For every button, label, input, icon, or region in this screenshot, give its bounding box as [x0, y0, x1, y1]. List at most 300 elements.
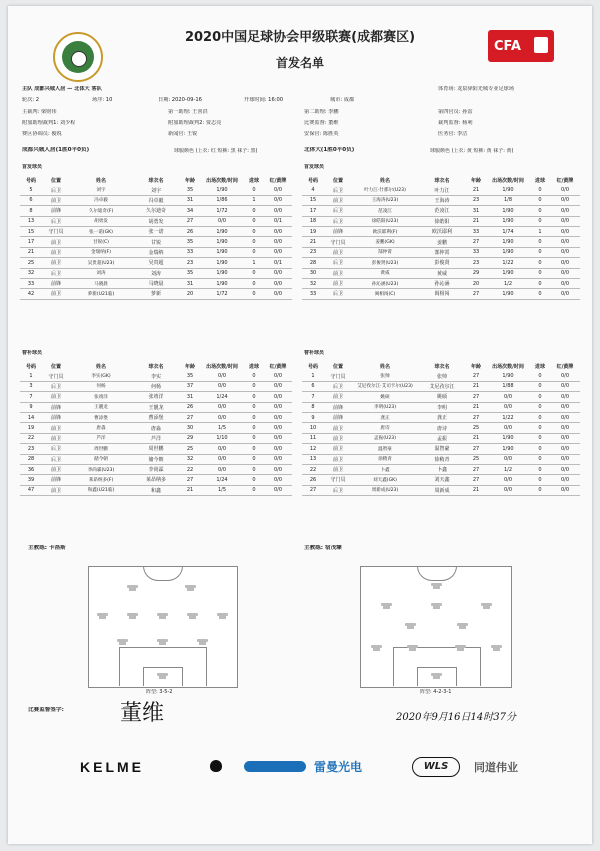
table-cell: 李明	[418, 402, 466, 412]
table-cell: 卜鑫	[418, 464, 466, 474]
table-cell: 0/0	[200, 412, 244, 422]
table-cell: 0/0	[200, 402, 244, 412]
table-cell: 0	[244, 475, 264, 485]
table-row	[20, 226, 292, 236]
table-cell: 0/0	[550, 268, 580, 278]
table-cell: 0/0	[264, 226, 292, 236]
table-cell: 金瑞纳(F)	[70, 247, 132, 257]
table-cell: 0	[530, 392, 550, 402]
table-cell: 23	[180, 258, 200, 268]
table-cell: 0	[244, 392, 264, 402]
table-cell: 0	[530, 475, 550, 485]
table-cell: 刘天鑫	[418, 475, 466, 485]
away-subs-label: 替补球员	[304, 350, 325, 356]
table-cell: 0/0	[264, 433, 292, 443]
table-cell: 1/86	[200, 195, 244, 205]
table-cell: 前锋	[42, 206, 70, 216]
table-cell: 32	[180, 454, 200, 464]
table-row	[20, 247, 292, 257]
table-cell: 0/0	[264, 454, 292, 464]
table-cell: 守门员	[324, 475, 352, 485]
home-starters-label: 首发球员	[22, 164, 43, 170]
table-cell: 0/0	[550, 402, 580, 412]
table-cell: 0/0	[200, 381, 244, 391]
table-cell: 甘锐(C)	[70, 237, 132, 247]
table-cell: 32	[302, 278, 324, 288]
column-header: 红/黄牌	[556, 178, 574, 185]
away-starters-label: 首发球员	[304, 164, 325, 170]
table-cell: 0/0	[550, 195, 580, 205]
table-cell: 22	[20, 433, 42, 443]
table-cell: 1	[244, 195, 264, 205]
column-header: 红/黄牌	[269, 178, 287, 185]
column-header: 出场次数/时间	[492, 364, 524, 371]
table-cell: 26	[180, 226, 200, 236]
column-header: 红/黄牌	[269, 364, 287, 371]
table-cell: 0/0	[550, 412, 580, 422]
table-header-row	[302, 362, 580, 371]
table-cell: 唐淼	[132, 423, 180, 433]
table-cell: 0/1	[264, 216, 292, 226]
official: 赛区协调员: 俊锐	[22, 131, 62, 137]
table-cell: 0	[244, 289, 264, 299]
table-cell: 0/0	[486, 392, 530, 402]
table-cell: 0/0	[200, 371, 244, 381]
table-cell: 33	[20, 278, 42, 288]
table-cell: 39	[20, 475, 42, 485]
table-cell: 37	[180, 381, 200, 391]
table-cell: 前卫	[324, 195, 352, 205]
table-cell: 张帅	[418, 371, 466, 381]
table-cell: 0	[530, 454, 550, 464]
table-cell: 彭俊贤	[418, 258, 466, 268]
official: 裁判监督: 杨利	[438, 120, 473, 126]
table-cell: 35	[180, 371, 200, 381]
table-cell: 阎相闯	[418, 289, 466, 299]
table-cell: 周新成(U23)	[352, 485, 418, 495]
table-cell: 12	[302, 444, 324, 454]
table-cell: 阎相闯(C)	[352, 289, 418, 299]
table-cell: 25	[466, 423, 486, 433]
table-cell: 47	[20, 485, 42, 495]
table-row	[302, 247, 580, 257]
away-subs-table	[302, 362, 580, 496]
table-cell: 0	[244, 423, 264, 433]
table-cell: 范凌江	[418, 206, 466, 216]
table-cell: 前锋	[42, 475, 70, 485]
table-cell: 守门员	[42, 226, 70, 236]
table-cell: 27	[466, 444, 486, 454]
table-cell: 孟振	[418, 433, 466, 443]
table-cell: 0/0	[200, 454, 244, 464]
column-header: 年龄	[470, 364, 481, 371]
table-cell: 0	[244, 433, 264, 443]
official: 主裁判: 梁财伟	[22, 109, 57, 115]
table-cell: 20	[180, 289, 200, 299]
table-cell: 0	[244, 226, 264, 236]
table-cell: 0/0	[200, 444, 244, 454]
table-cell: 0/0	[550, 371, 580, 381]
table-row	[302, 402, 580, 412]
table-cell: 0/0	[200, 464, 244, 474]
table-cell: 马晓晨	[132, 278, 180, 288]
wls-logo: WLS 同道伟业	[412, 756, 532, 778]
table-cell: 18	[302, 216, 324, 226]
table-cell: 欧沃耶利(F)	[352, 226, 418, 236]
table-cell: 0	[530, 247, 550, 257]
table-cell: 1/2	[486, 278, 530, 288]
table-cell: 0	[530, 289, 550, 299]
table-row	[302, 454, 580, 464]
table-cell: 25	[20, 258, 42, 268]
lineup-sheet	[8, 6, 592, 844]
table-cell: 0/0	[550, 454, 580, 464]
table-cell: 黄威	[418, 268, 466, 278]
table-row	[302, 475, 580, 485]
table-cell: 1/90	[200, 226, 244, 236]
table-cell: 前锋	[324, 402, 352, 412]
table-cell: 0	[530, 258, 550, 268]
table-cell: 0	[530, 278, 550, 288]
table-cell: 前卫	[42, 258, 70, 268]
table-cell: 1/90	[486, 371, 530, 381]
table-cell: 0/0	[264, 464, 292, 474]
table-row	[302, 485, 580, 495]
table-cell: 0	[530, 206, 550, 216]
table-cell: 0	[244, 216, 264, 226]
table-row	[20, 206, 292, 216]
home-subs-table	[20, 362, 292, 496]
table-row	[20, 185, 292, 195]
table-cell: 1/90	[486, 185, 530, 195]
table-row	[302, 258, 580, 268]
table-cell: 0/0	[264, 268, 292, 278]
table-cell: 0/0	[550, 216, 580, 226]
table-cell: 35	[180, 237, 200, 247]
table-cell: 张靖洋	[132, 392, 180, 402]
table-cell: 刘宇	[132, 185, 180, 195]
table-cell: 0	[530, 412, 550, 422]
table-cell: 姚硕	[352, 392, 418, 402]
table-cell: 31	[180, 392, 200, 402]
home-team-line: 成都兴城人居(1胜0平0负)	[22, 147, 90, 153]
table-cell: 21	[302, 237, 324, 247]
sheet-title: 2020中国足球协会甲级联赛(成都赛区)	[184, 30, 416, 45]
column-header: 球衣名	[434, 178, 450, 185]
table-cell: 0/0	[264, 475, 292, 485]
table-cell: 吴贵超(U23)	[70, 258, 132, 268]
table-cell: 21	[466, 216, 486, 226]
table-row	[302, 433, 580, 443]
table-cell: 前卫	[324, 268, 352, 278]
table-cell: 23	[466, 195, 486, 205]
table-cell: 35	[180, 268, 200, 278]
table-cell: 0/0	[264, 485, 292, 495]
table-cell: 1/90	[200, 258, 244, 268]
column-header: 位置	[50, 178, 61, 185]
table-cell: 0	[244, 464, 264, 474]
table-header-row	[20, 362, 292, 371]
table-cell: 0/0	[200, 216, 244, 226]
column-header: 进球	[534, 364, 545, 371]
table-cell: 后卫	[42, 454, 70, 464]
table-row	[302, 206, 580, 216]
table-cell: 15	[20, 226, 42, 236]
table-row	[20, 454, 292, 464]
table-cell: 萝新	[132, 289, 180, 299]
column-header: 姓名	[379, 178, 390, 185]
table-cell: 6	[20, 195, 42, 205]
table-cell: 姜鹏	[418, 237, 466, 247]
official: 比赛监督: 董维	[304, 120, 339, 126]
table-cell: 0/0	[264, 237, 292, 247]
venue: 体育场: 龙泉驿阳光城专业足球场	[438, 86, 515, 92]
column-header: 球衣名	[148, 364, 164, 371]
table-cell: 和鑫(U21临)	[70, 485, 132, 495]
table-row	[20, 392, 292, 402]
table-cell: 1	[302, 371, 324, 381]
table-cell: 前卫	[324, 247, 352, 257]
table-cell: 0	[244, 412, 264, 422]
table-cell: 冯卓毅	[70, 195, 132, 205]
table-cell: 徐稍青	[418, 454, 466, 464]
table-cell: 前锋	[324, 226, 352, 236]
table-cell: 0	[244, 185, 264, 195]
table-cell: 0/0	[550, 226, 580, 236]
column-header: 进球	[248, 178, 259, 185]
matchup-line: 主队 成都兴城人居 — 北体大 客队	[22, 86, 102, 92]
official: 新闻官: 王锐	[168, 131, 198, 137]
table-cell: 0	[530, 268, 550, 278]
table-cell: 28	[302, 258, 324, 268]
table-cell: 0/0	[264, 278, 292, 288]
table-row	[20, 485, 292, 495]
supervisor-signature: 董维	[120, 701, 165, 726]
table-cell: 守门员	[42, 371, 70, 381]
table-cell: 19	[20, 423, 42, 433]
table-cell: 0	[244, 454, 264, 464]
table-cell: 0/0	[550, 444, 580, 454]
table-row	[20, 237, 292, 247]
column-header: 号码	[307, 364, 318, 371]
table-cell: 0/1	[264, 258, 292, 268]
home-kit-line: 球服颜色 (上衣: 红 短裤: 黑 袜子: 黑)	[174, 148, 258, 154]
table-cell: 27	[180, 475, 200, 485]
column-header: 进球	[534, 178, 545, 185]
table-cell: 莱昂纳多	[132, 475, 180, 485]
table-cell: 21	[466, 485, 486, 495]
table-cell: 0	[530, 402, 550, 412]
table-cell: 刘天鑫(GK)	[352, 475, 418, 485]
table-cell: 0/0	[550, 289, 580, 299]
table-cell: 23	[20, 444, 42, 454]
table-row	[20, 433, 292, 443]
table-cell: 姚硕	[418, 392, 466, 402]
table-cell: 26	[180, 402, 200, 412]
table-cell: 0	[244, 444, 264, 454]
table-cell: 前锋	[42, 402, 70, 412]
table-cell: 27	[466, 392, 486, 402]
table-cell: 0	[530, 485, 550, 495]
table-cell: 36	[20, 464, 42, 474]
table-cell: 27	[302, 485, 324, 495]
table-cell: 后卫	[42, 381, 70, 391]
table-cell: 0	[530, 464, 550, 474]
table-cell: 0	[530, 433, 550, 443]
table-cell: 1/5	[200, 423, 244, 433]
table-cell: 0	[244, 237, 264, 247]
column-header: 号码	[307, 178, 318, 185]
table-cell: 22	[302, 464, 324, 474]
table-cell: 30	[302, 268, 324, 278]
table-cell: 守门员	[324, 371, 352, 381]
table-cell: 35	[180, 185, 200, 195]
table-row	[302, 185, 580, 195]
table-cell: 冯卓毅	[132, 195, 180, 205]
table-cell: 前卫	[42, 392, 70, 402]
table-cell: 0/0	[264, 402, 292, 412]
table-cell: 0/0	[264, 444, 292, 454]
table-row	[302, 237, 580, 247]
table-cell: 储今朝	[70, 454, 132, 464]
table-cell: 30	[180, 423, 200, 433]
table-cell: 何杨	[70, 381, 132, 391]
official: 第一助理: 王喜洪	[168, 109, 208, 115]
table-row	[302, 464, 580, 474]
table-cell: 金瑞纳	[132, 247, 180, 257]
home-subs-label: 替补球员	[22, 350, 43, 356]
table-cell: 21	[466, 402, 486, 412]
table-cell: 龚正	[352, 412, 418, 422]
table-cell: 0/0	[550, 423, 580, 433]
table-cell: 34	[180, 206, 200, 216]
table-cell: 郜仲霄	[352, 247, 418, 257]
table-cell: 0/0	[264, 206, 292, 216]
table-cell: 0	[244, 485, 264, 495]
table-cell: 前卫	[324, 444, 352, 454]
table-cell: 周新成	[418, 485, 466, 495]
round: 轮次: 2	[22, 97, 40, 103]
table-cell: 唐诗	[352, 423, 418, 433]
table-row	[20, 412, 292, 422]
table-cell: 萝新(U21临)	[70, 289, 132, 299]
table-cell: 25	[466, 454, 486, 464]
table-cell: 0/0	[486, 402, 530, 412]
table-cell: 1/90	[486, 433, 530, 443]
table-cell: 27	[180, 216, 200, 226]
table-row	[302, 268, 580, 278]
table-header-row	[20, 176, 292, 185]
official: 附加助理裁判1: 刘少程	[22, 120, 76, 126]
table-cell: 李明(U23)	[352, 402, 418, 412]
table-cell: 刘涛	[132, 268, 180, 278]
table-cell: 17	[20, 237, 42, 247]
table-cell: 王海涛(U23)	[352, 195, 418, 205]
table-cell: 0/0	[264, 371, 292, 381]
table-cell: 后卫	[324, 206, 352, 216]
table-row	[302, 216, 580, 226]
table-cell: 20	[466, 278, 486, 288]
table-cell: 前锋	[42, 412, 70, 422]
table-cell: 15	[302, 195, 324, 205]
handwritten-datetime: 2020年9月16日14时37分	[396, 712, 516, 723]
home-starters-table	[20, 176, 292, 300]
table-cell: 0	[244, 402, 264, 412]
table-cell: 0	[530, 371, 550, 381]
table-cell: 1	[244, 258, 264, 268]
table-cell: 13	[20, 216, 42, 226]
table-cell: 1/90	[486, 237, 530, 247]
table-cell: 王海涛	[418, 195, 466, 205]
table-cell: 1/90	[200, 237, 244, 247]
table-cell: 9	[20, 402, 42, 412]
column-header: 球衣名	[148, 178, 164, 185]
table-cell: 后卫	[42, 216, 70, 226]
home-coach: 主教练: 卡洛斯	[28, 545, 66, 551]
table-cell: 13	[302, 454, 324, 464]
table-cell: 何杨	[132, 381, 180, 391]
table-cell: 0/0	[550, 278, 580, 288]
official: 医务官: 李洁	[438, 131, 468, 137]
table-cell: 42	[20, 289, 42, 299]
table-cell: 曹添堡	[70, 412, 132, 422]
table-cell: 周世鹏	[132, 444, 180, 454]
table-cell: 艾尼孜尔江·艾司卡尔(U23)	[352, 381, 418, 391]
table-cell: 1/88	[486, 381, 530, 391]
table-cell: 0	[244, 247, 264, 257]
table-cell: 17	[302, 206, 324, 216]
table-cell: 孙沁涵	[418, 278, 466, 288]
table-cell: 23	[302, 247, 324, 257]
table-cell: 前卫	[42, 464, 70, 474]
table-cell: 21	[466, 381, 486, 391]
table-cell: 29	[180, 433, 200, 443]
table-cell: 叶力江·什那尔(U23)	[352, 185, 418, 195]
table-cell: 温智豪	[418, 444, 466, 454]
table-cell: 刘宇	[70, 185, 132, 195]
table-cell: 温智豪	[352, 444, 418, 454]
column-header: 姓名	[95, 364, 106, 371]
table-cell: 后卫	[42, 185, 70, 195]
table-cell: 胡勇发	[132, 216, 180, 226]
table-cell: 0	[530, 216, 550, 226]
table-cell: 1/90	[200, 185, 244, 195]
table-cell: 1/22	[486, 258, 530, 268]
table-row	[20, 475, 292, 485]
table-row	[302, 278, 580, 288]
table-cell: 0/0	[264, 185, 292, 195]
table-cell: 4	[302, 185, 324, 195]
table-cell: 0/0	[550, 185, 580, 195]
table-cell: 张一诺(GK)	[70, 226, 132, 236]
table-cell: 0/0	[264, 423, 292, 433]
column-header: 红/黄牌	[556, 364, 574, 371]
table-cell: 后卫	[324, 485, 352, 495]
table-row	[20, 464, 292, 474]
table-cell: 1/24	[200, 392, 244, 402]
table-cell: 0/0	[550, 237, 580, 247]
table-cell: 31	[180, 195, 200, 205]
table-row	[20, 381, 292, 391]
table-cell: 张一诺	[132, 226, 180, 236]
table-cell: 1/24	[200, 475, 244, 485]
kelme-logo: KELME	[74, 756, 230, 778]
leyard-logo: 雷曼光电	[244, 756, 384, 778]
table-cell: 后卫	[324, 185, 352, 195]
table-cell: 23	[466, 258, 486, 268]
table-cell: 9	[302, 412, 324, 422]
table-cell: 1	[530, 226, 550, 236]
